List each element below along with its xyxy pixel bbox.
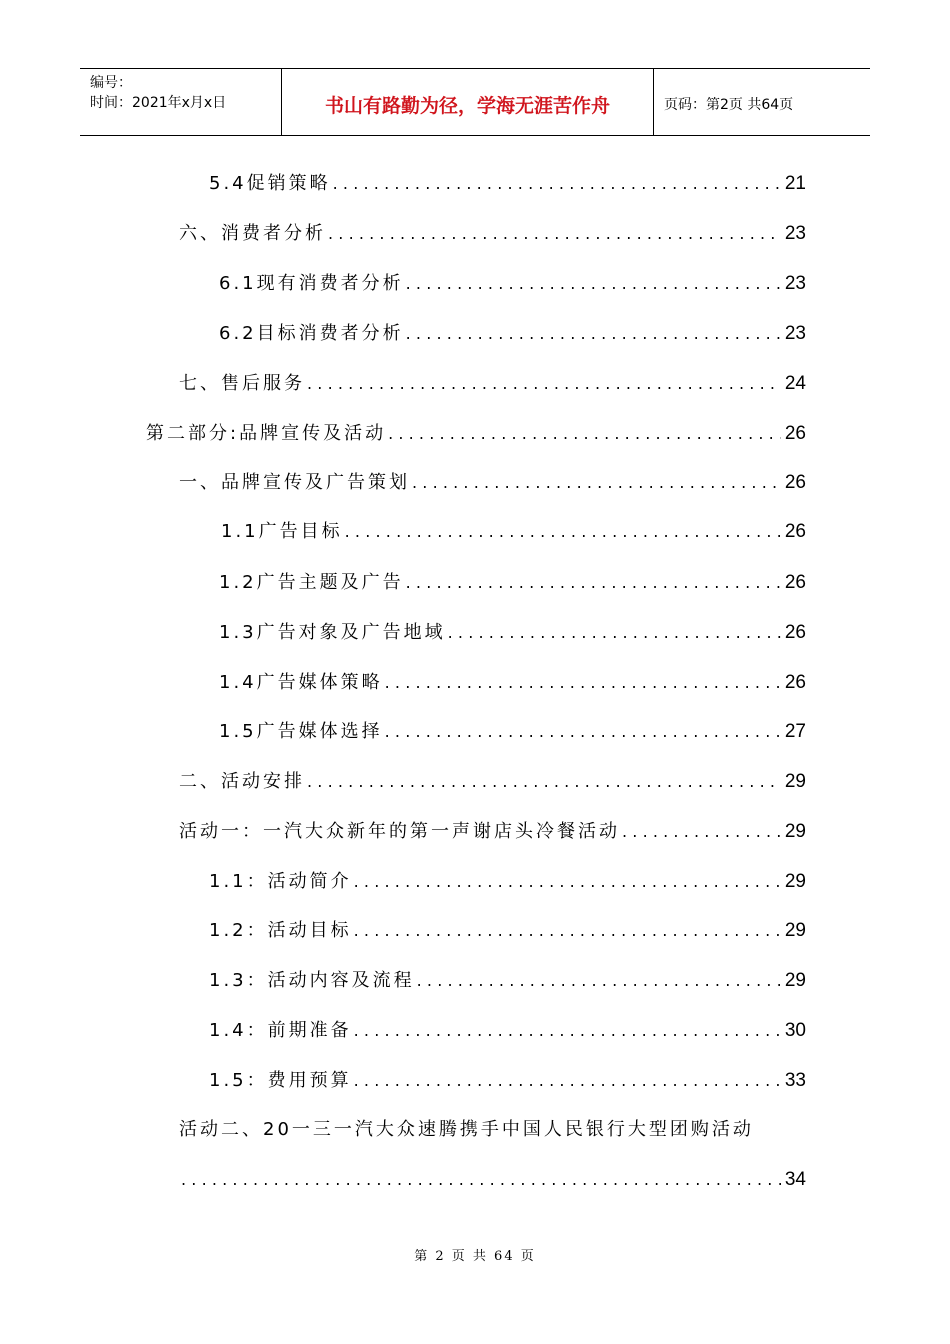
toc-entry-label: 5.4促销策略 [209, 173, 331, 194]
toc-entry-label: 六、消费者分析 [179, 223, 326, 244]
toc-leader [404, 320, 781, 348]
toc-entry-page: 23 [784, 223, 806, 244]
toc-entry[interactable] [209, 917, 806, 945]
toc-leader [305, 768, 781, 796]
toc-entry-page: 29 [784, 821, 806, 842]
toc-entry[interactable] [209, 967, 806, 995]
toc-entry[interactable] [179, 818, 806, 846]
toc-entry-label: 1.1：活动简介 [209, 871, 352, 892]
toc-leader [620, 818, 781, 846]
toc-leader [404, 270, 781, 298]
toc-entry-label: 1.1广告目标 [221, 521, 343, 542]
toc-entry-label: 七、售后服务 [179, 373, 305, 394]
toc-entry-label: 6.1现有消费者分析 [219, 273, 404, 294]
toc-leader [410, 469, 781, 497]
toc-entry[interactable] [179, 370, 806, 398]
toc-entry-page: 26 [784, 423, 806, 444]
toc-leader [404, 569, 781, 597]
toc-entry-page: 26 [784, 521, 806, 542]
toc-leader [305, 370, 781, 398]
toc-entry[interactable] [219, 569, 806, 597]
toc-entry[interactable] [219, 718, 806, 746]
toc-entry-wrapped-label[interactable] [179, 1116, 809, 1144]
toc-entry[interactable] [219, 270, 806, 298]
toc-entry-page: 29 [784, 771, 806, 792]
toc-entry-page: 26 [784, 672, 806, 693]
toc-entry-page: 26 [784, 572, 806, 593]
toc-leader [331, 170, 781, 198]
toc-leader [179, 1166, 781, 1194]
toc-entry-page: 26 [784, 622, 806, 643]
toc-entry-page: 24 [784, 373, 806, 394]
toc-entry[interactable] [179, 220, 806, 248]
toc-entry[interactable] [219, 669, 806, 697]
toc-leader [386, 420, 781, 448]
toc-leader [326, 220, 781, 248]
toc-entry-page: 30 [784, 1020, 806, 1041]
toc-entry[interactable] [209, 1017, 806, 1045]
toc-entry-label: 1.2广告主题及广告 [219, 572, 404, 593]
toc-entry[interactable] [221, 518, 806, 546]
toc-entry-label: 1.2：活动目标 [209, 920, 352, 941]
toc-entry-label: 一、品牌宣传及广告策划 [179, 472, 410, 493]
toc-entry[interactable] [209, 868, 806, 896]
toc-entry-page: 26 [784, 472, 806, 493]
toc-entry-label: 二、活动安排 [179, 771, 305, 792]
toc-leader [352, 917, 781, 945]
toc-entry[interactable] [146, 420, 806, 448]
toc-entry-label: 1.3广告对象及广告地域 [219, 622, 446, 643]
toc-entry-label: 1.5广告媒体选择 [219, 721, 383, 742]
toc-leader [446, 619, 781, 647]
toc-entry-page: 29 [784, 920, 806, 941]
toc-entry-label: 1.3：活动内容及流程 [209, 970, 415, 991]
toc-entry-page: 21 [784, 173, 806, 194]
header-motto: 书山有路勤为径，学海无涯苦作舟 [282, 69, 654, 135]
toc-entry[interactable] [179, 469, 806, 497]
page-footer: 第 2 页 共 64 页 [414, 1249, 536, 1264]
toc-entry-page: 27 [784, 721, 806, 742]
toc-leader [383, 669, 781, 697]
toc-leader [352, 868, 781, 896]
header-page-info: 页码：第2页 共64页 [664, 97, 794, 113]
number-label: 编号： [90, 75, 132, 91]
toc-leader [415, 967, 781, 995]
toc-leader [343, 518, 781, 546]
toc-entry[interactable] [209, 170, 806, 198]
toc-entry-page: 34 [784, 1169, 806, 1190]
toc-leader [352, 1017, 781, 1045]
toc-entry-label: 活动一：一汽大众新年的第一声谢店头冷餐活动 [179, 821, 620, 842]
toc-entry-page: 29 [784, 970, 806, 991]
toc-entry[interactable] [209, 1067, 806, 1095]
toc-leader [383, 718, 781, 746]
toc-leader [352, 1067, 781, 1095]
toc-entry[interactable] [219, 619, 806, 647]
toc-entry-label: 活动二、20一三一汽大众速腾携手中国人民银行大型团购活动 [179, 1119, 754, 1140]
toc-entry-page: 23 [784, 273, 806, 294]
toc-entry[interactable] [219, 320, 806, 348]
toc-entry-label: 1.4：前期准备 [209, 1020, 352, 1041]
toc-entry-label: 1.4广告媒体策略 [219, 672, 383, 693]
time-label: 时间：2021年x月x日 [90, 95, 227, 111]
toc-entry-label: 1.5：费用预算 [209, 1070, 352, 1091]
toc-entry-page: 33 [784, 1070, 806, 1091]
toc-entry-page: 29 [784, 871, 806, 892]
toc-entry-label: 第二部分:品牌宣传及活动 [146, 423, 387, 444]
toc-entry-page: 23 [784, 323, 806, 344]
toc-entry-label: 6.2目标消费者分析 [219, 323, 404, 344]
toc-entry-wrapped-leader[interactable] [179, 1166, 806, 1194]
toc-entry[interactable] [179, 768, 806, 796]
